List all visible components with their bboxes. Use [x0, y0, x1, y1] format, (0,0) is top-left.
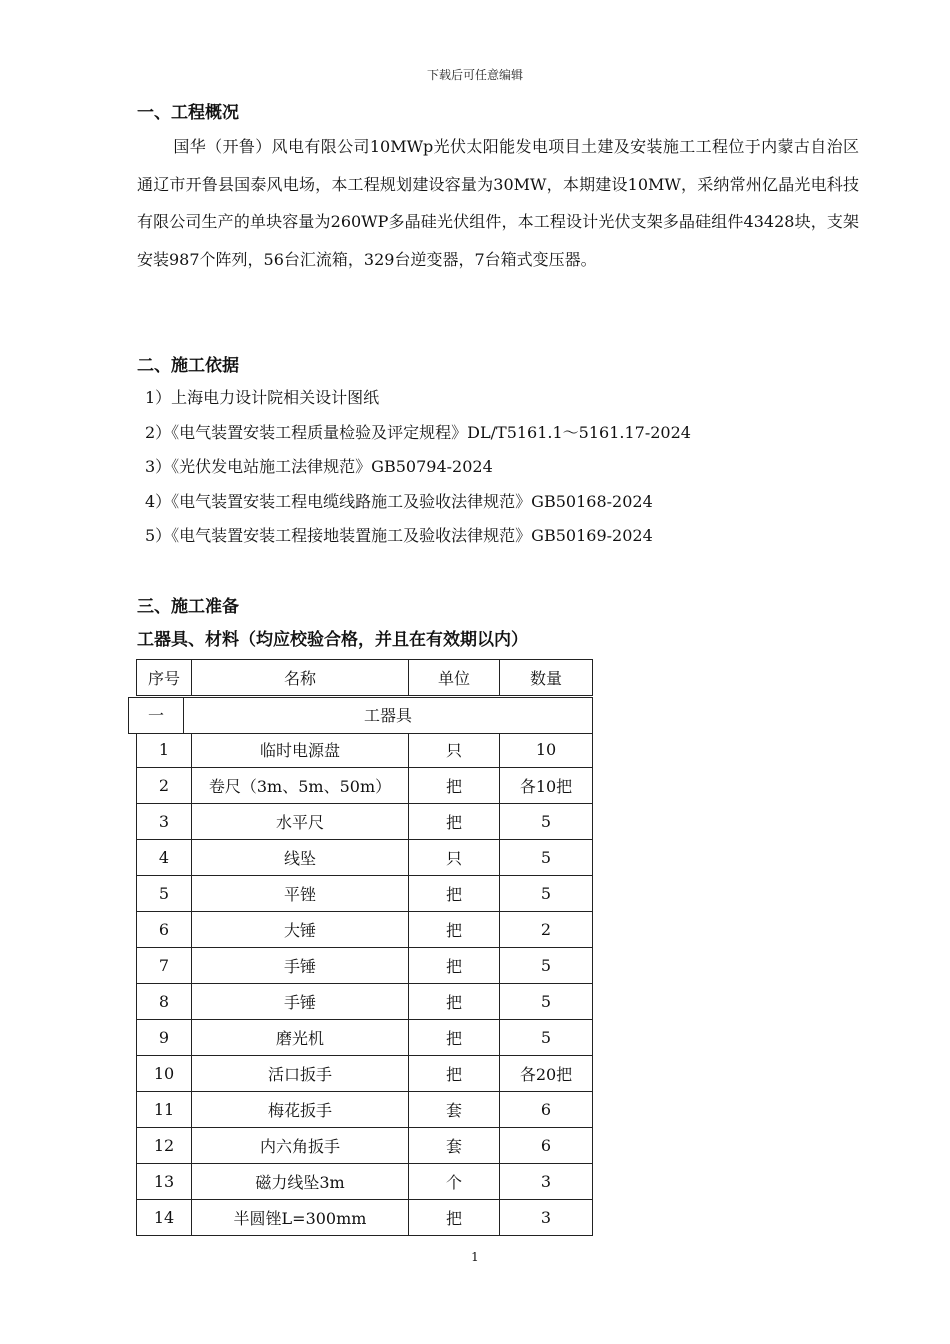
row-unit-cell: 把 [409, 876, 500, 912]
row-unit-cell: 把 [409, 804, 500, 840]
row-index-cell: 3 [137, 804, 192, 840]
construction-basis-list [145, 381, 691, 554]
row-unit-cell: 只 [409, 840, 500, 876]
group-label-cell: 工器具 [183, 697, 593, 734]
header-cell-index: 序号 [137, 660, 192, 696]
row-unit-cell: 把 [409, 1200, 500, 1236]
row-name-cell: 临时电源盘 [192, 732, 409, 768]
table-group-row [128, 697, 592, 733]
table-row [137, 804, 593, 840]
row-name-cell: 手锤 [192, 948, 409, 984]
row-index-cell: 6 [137, 912, 192, 948]
row-name-cell: 梅花扳手 [192, 1092, 409, 1128]
row-name-cell: 大锤 [192, 912, 409, 948]
header-cell-quantity: 数量 [500, 660, 593, 696]
row-unit-cell: 只 [409, 732, 500, 768]
row-quantity-cell: 5 [500, 1020, 593, 1056]
section-2-title: 二、施工依据 [137, 356, 239, 376]
row-quantity-cell: 各20把 [500, 1056, 593, 1092]
row-quantity-cell: 5 [500, 984, 593, 1020]
row-index-cell: 11 [137, 1092, 192, 1128]
basis-item: 5）《电气装置安装工程接地装置施工及验收法律规范》GB50169-2024 [145, 526, 653, 545]
table-row [137, 912, 593, 948]
row-name-cell: 活口扳手 [192, 1056, 409, 1092]
row-unit-cell: 把 [409, 768, 500, 804]
row-index-cell: 12 [137, 1128, 192, 1164]
table-row [137, 1200, 593, 1236]
row-name-cell: 磨光机 [192, 1020, 409, 1056]
row-quantity-cell: 2 [500, 912, 593, 948]
row-name-cell: 手锤 [192, 984, 409, 1020]
row-index-cell: 9 [137, 1020, 192, 1056]
basis-item: 3）《光伏发电站施工法律规范》GB50794-2024 [145, 457, 493, 476]
row-name-cell: 水平尺 [192, 804, 409, 840]
row-quantity-cell: 5 [500, 840, 593, 876]
row-index-cell: 5 [137, 876, 192, 912]
row-quantity-cell: 5 [500, 948, 593, 984]
header-cell-unit: 单位 [409, 660, 500, 696]
row-quantity-cell: 6 [500, 1092, 593, 1128]
header-note: 下载后可任意编辑 [426, 68, 523, 82]
row-quantity-cell: 各10把 [500, 768, 593, 804]
tools-table [136, 659, 593, 1236]
project-overview-paragraph [137, 128, 859, 278]
row-quantity-cell: 6 [500, 1128, 593, 1164]
table-row [137, 768, 593, 804]
row-unit-cell: 把 [409, 1056, 500, 1092]
table-row [137, 840, 593, 876]
section-1-title: 一、工程概况 [137, 103, 239, 123]
row-index-cell: 2 [137, 768, 192, 804]
basis-item: 4）《电气装置安装工程电缆线路施工及验收法律规范》GB50168-2024 [145, 491, 653, 511]
row-index-cell: 8 [137, 984, 192, 1020]
page-number: 1 [471, 1250, 479, 1264]
row-unit-cell: 把 [409, 984, 500, 1020]
project-overview-text: 国华（开鲁）风电有限公司10MWp光伏太阳能发电项目土建及安装施工工程位于内蒙古自治区通辽市开鲁县国泰风电场，本工程规划建设容量为30MW，本期建设10MW，采纳常州亿晶光电科技有限公司生产的单块容量为260WP多晶硅光伏组件，本工程设计光伏支架多晶硅组件43428块，支架安装987个阵列，56台汇流箱，329台逆变器，7台箱式变压器。 [137, 137, 859, 269]
basis-item: 2）《电气装置安装工程质量检验及评定规程》DL/T5161.1～5161.17-2024 [145, 422, 691, 442]
row-index-cell: 1 [137, 732, 192, 768]
row-unit-cell: 套 [409, 1092, 500, 1128]
basis-item: 1）上海电力设计院相关设计图纸 [145, 388, 380, 407]
table-header-row [137, 660, 593, 696]
row-quantity-cell: 5 [500, 876, 593, 912]
table-row [137, 1092, 593, 1128]
row-name-cell: 卷尺（3m、5m、50m） [192, 768, 409, 804]
table-row [137, 876, 593, 912]
table-row [137, 1020, 593, 1056]
table-row [137, 984, 593, 1020]
table-row [137, 1056, 593, 1092]
row-unit-cell: 个 [409, 1164, 500, 1200]
row-name-cell: 线坠 [192, 840, 409, 876]
header-cell-name: 名称 [192, 660, 409, 696]
table-row [137, 732, 593, 768]
row-name-cell: 磁力线坠3m [192, 1164, 409, 1200]
row-index-cell: 14 [137, 1200, 192, 1236]
row-name-cell: 内六角扳手 [192, 1128, 409, 1164]
row-quantity-cell: 10 [500, 732, 593, 768]
group-index-cell: 一 [128, 697, 184, 734]
table-row [137, 1164, 593, 1200]
row-name-cell: 半圆锉L=300mm [192, 1200, 409, 1236]
row-unit-cell: 把 [409, 1020, 500, 1056]
row-unit-cell: 套 [409, 1128, 500, 1164]
row-unit-cell: 把 [409, 912, 500, 948]
row-index-cell: 4 [137, 840, 192, 876]
row-quantity-cell: 3 [500, 1164, 593, 1200]
row-index-cell: 7 [137, 948, 192, 984]
row-unit-cell: 把 [409, 948, 500, 984]
row-name-cell: 平锉 [192, 876, 409, 912]
row-quantity-cell: 3 [500, 1200, 593, 1236]
table-row [137, 1128, 593, 1164]
section-3-title: 三、施工准备 [137, 597, 239, 617]
row-index-cell: 13 [137, 1164, 192, 1200]
tools-materials-subtitle: 工器具、材料（均应校验合格，并且在有效期以内） [137, 630, 528, 650]
table-row [137, 948, 593, 984]
row-quantity-cell: 5 [500, 804, 593, 840]
row-index-cell: 10 [137, 1056, 192, 1092]
